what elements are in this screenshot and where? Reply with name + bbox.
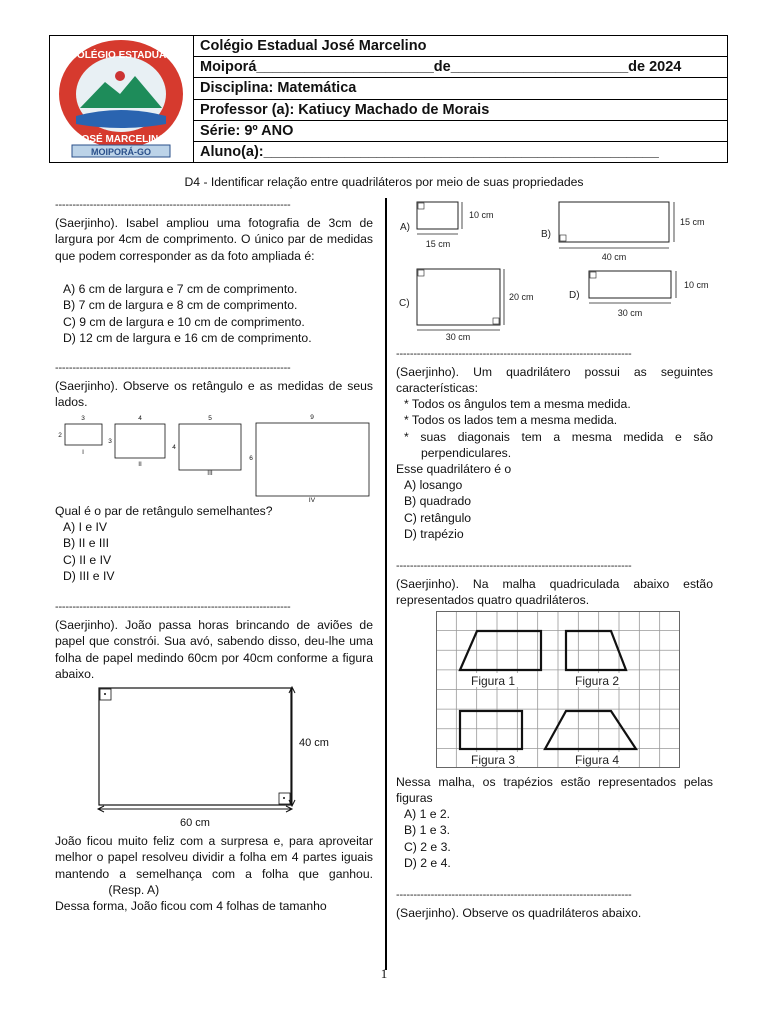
q4-question: Esse quadrilátero é o xyxy=(396,462,512,476)
q2-option-d[interactable]: D) III e IV xyxy=(63,569,115,584)
rect-c-letter: C) xyxy=(399,298,410,309)
separator: -------------------------------------------------------------------- xyxy=(55,362,291,374)
separator: -------------------------------------------------------------------- xyxy=(55,601,291,613)
q2-text: (Saerjinho). Observe os retângulo e as medidas de seus lados. xyxy=(55,379,373,410)
figura-1-label: Figura 1 xyxy=(470,674,516,688)
rect-d-width: 30 cm xyxy=(617,308,643,318)
sheet-width-label: 60 cm xyxy=(180,817,210,829)
descriptor-title: D4 - Identificar relação entre quadriláteros por meio de suas propriedades xyxy=(184,175,584,189)
q2-option-a[interactable]: A) I e IV xyxy=(63,520,108,534)
rect-a-width: 15 cm xyxy=(425,239,451,249)
rect-d-letter: D) xyxy=(569,290,580,301)
q1-text: (Saerjinho). Isabel ampliou uma fotografia de 3cm de largura por 4cm de comprimento. O único par de medidas que podem corresponder as da foto ampliada é: xyxy=(55,216,373,263)
rect-iii-width: 5 xyxy=(208,415,212,422)
separator: -------------------------------------------------------------------- xyxy=(55,199,291,211)
q3-response: (Resp. A) xyxy=(108,883,160,898)
rect-iii-height: 4 xyxy=(172,444,176,451)
rect-b-height: 15 cm xyxy=(680,217,705,227)
q4-option-c[interactable]: C) retângulo xyxy=(404,510,472,525)
q3-text3: Dessa forma, João ficou com 4 folhas de tamanho xyxy=(55,899,327,913)
q5-question: Nessa malha, os trapézios estão representados pelas figuras xyxy=(396,775,713,806)
rect-ii-name: II xyxy=(138,461,142,468)
q4-bullet-2: * Todos os lados tem a mesma medida. xyxy=(404,413,618,428)
q5-option-a[interactable]: A) 1 e 2. xyxy=(404,807,451,821)
q1-option-b[interactable]: B) 7 cm de largura e 8 cm de comprimento. xyxy=(63,298,298,313)
teacher-line: Professor (a): Katiucy Machado de Morais xyxy=(194,100,727,121)
q2-question: Qual é o par de retângulo semelhantes? xyxy=(55,504,273,518)
q4-options xyxy=(396,477,713,543)
school-logo xyxy=(50,36,194,162)
rect-d-height: 10 cm xyxy=(684,280,709,290)
q5-option-d[interactable]: D) 2 e 4. xyxy=(404,856,451,871)
rectangles-abcd-figure xyxy=(396,194,726,346)
q1-option-c[interactable]: C) 9 cm de largura e 10 cm de comprimento. xyxy=(63,314,305,329)
rect-b-width: 40 cm xyxy=(601,252,627,262)
rect-ii-height: 3 xyxy=(108,438,112,445)
sheet-height-label: 40 cm xyxy=(299,737,329,749)
q5-option-b[interactable]: B) 1 e 3. xyxy=(404,823,451,838)
header-table xyxy=(49,35,728,163)
q4-bullet-1: * Todos os ângulos tem a mesma medida. xyxy=(404,397,631,411)
rect-a-letter: A) xyxy=(400,222,410,233)
page-number: 1 xyxy=(380,966,388,981)
q3-text: (Saerjinho). João passa horas brincando de aviões de papel que constrói. Sua avó, sabendo disso, deu-lhe uma folha de papel medindo 60cm por 40cm conforme a figura abaixo. xyxy=(55,618,373,682)
rect-i-name: I xyxy=(82,449,84,456)
rect-iv-width: 9 xyxy=(310,414,314,421)
q4-bullets xyxy=(396,396,713,462)
date-line: Moiporá______________________de______________________de 2024 xyxy=(194,57,727,78)
q4-option-a[interactable]: A) losango xyxy=(404,478,463,492)
q4-bullet-3: * suas diagonais tem a mesma medida e são xyxy=(404,429,713,444)
paper-sheet-figure xyxy=(90,684,350,830)
figura-3-label: Figura 3 xyxy=(470,753,516,767)
rect-iv-height: 6 xyxy=(249,455,253,462)
q2-option-c[interactable]: C) II e IV xyxy=(63,552,112,567)
q5-options xyxy=(396,806,713,872)
logo-top-text: COLÉGIO ESTADUAL xyxy=(69,50,173,61)
school-name: Colégio Estadual José Marcelino xyxy=(194,36,727,57)
grid-quadrilaterals-figure xyxy=(436,611,681,769)
logo-bottom-text: JOSÉ MARCELINO xyxy=(75,134,167,145)
rect-b-letter: B) xyxy=(541,229,551,240)
q3-text2-body: João ficou muito feliz com a surpresa e, para aproveitar melhor o papel resolveu dividir a folha em 4 partes iguais mantendo a semelhança com a folha que ganhou. xyxy=(55,834,373,881)
q3-text2 xyxy=(55,833,373,899)
q1-options xyxy=(55,281,373,347)
q4-option-b[interactable]: B) quadrado xyxy=(404,494,472,509)
q2-option-b[interactable]: B) II e III xyxy=(63,536,110,551)
column-divider xyxy=(385,198,387,970)
student-line: Aluno(a):_________________________________________________ xyxy=(200,144,659,160)
separator: -------------------------------------------------------------------- xyxy=(396,889,632,901)
rect-i-height: 2 xyxy=(58,432,62,439)
logo-city-text: MOIPORÁ-GO xyxy=(91,147,151,157)
rect-iv-name: IV xyxy=(308,497,316,504)
rect-i-width: 3 xyxy=(81,415,85,422)
subject-line: Disciplina: Matemática xyxy=(194,78,727,99)
q4-bullet-3-cont: perpendiculares. xyxy=(421,446,512,461)
q1-option-a[interactable]: A) 6 cm de largura e 7 cm de comprimento. xyxy=(63,282,298,296)
figura-4-label: Figura 4 xyxy=(574,753,620,767)
rect-a-height: 10 cm xyxy=(469,210,494,220)
rect-ii-width: 4 xyxy=(138,415,142,422)
q2-rectangles-figure xyxy=(55,410,375,505)
q4-option-d[interactable]: D) trapézio xyxy=(404,527,464,542)
q6-text: (Saerjinho). Observe os quadriláteros abaixo. xyxy=(396,906,642,920)
rect-iii-name: III xyxy=(207,470,213,477)
q5-option-c[interactable]: C) 2 e 3. xyxy=(404,839,451,854)
rect-c-height: 20 cm xyxy=(509,292,534,302)
figura-2-label: Figura 2 xyxy=(574,674,620,688)
q5-text: (Saerjinho). Na malha quadriculada abaixo estão representados quatro quadriláteros. xyxy=(396,577,713,608)
separator: -------------------------------------------------------------------- xyxy=(396,348,632,360)
q1-option-d[interactable]: D) 12 cm de largura e 16 cm de comprimento. xyxy=(63,331,312,346)
rect-c-width: 30 cm xyxy=(445,332,471,342)
q2-options xyxy=(55,519,373,585)
q4-text: (Saerjinho). Um quadrilátero possui as seguintes características: xyxy=(396,365,713,396)
separator: -------------------------------------------------------------------- xyxy=(396,560,632,572)
grade-line: Série: 9º ANO xyxy=(194,121,727,142)
